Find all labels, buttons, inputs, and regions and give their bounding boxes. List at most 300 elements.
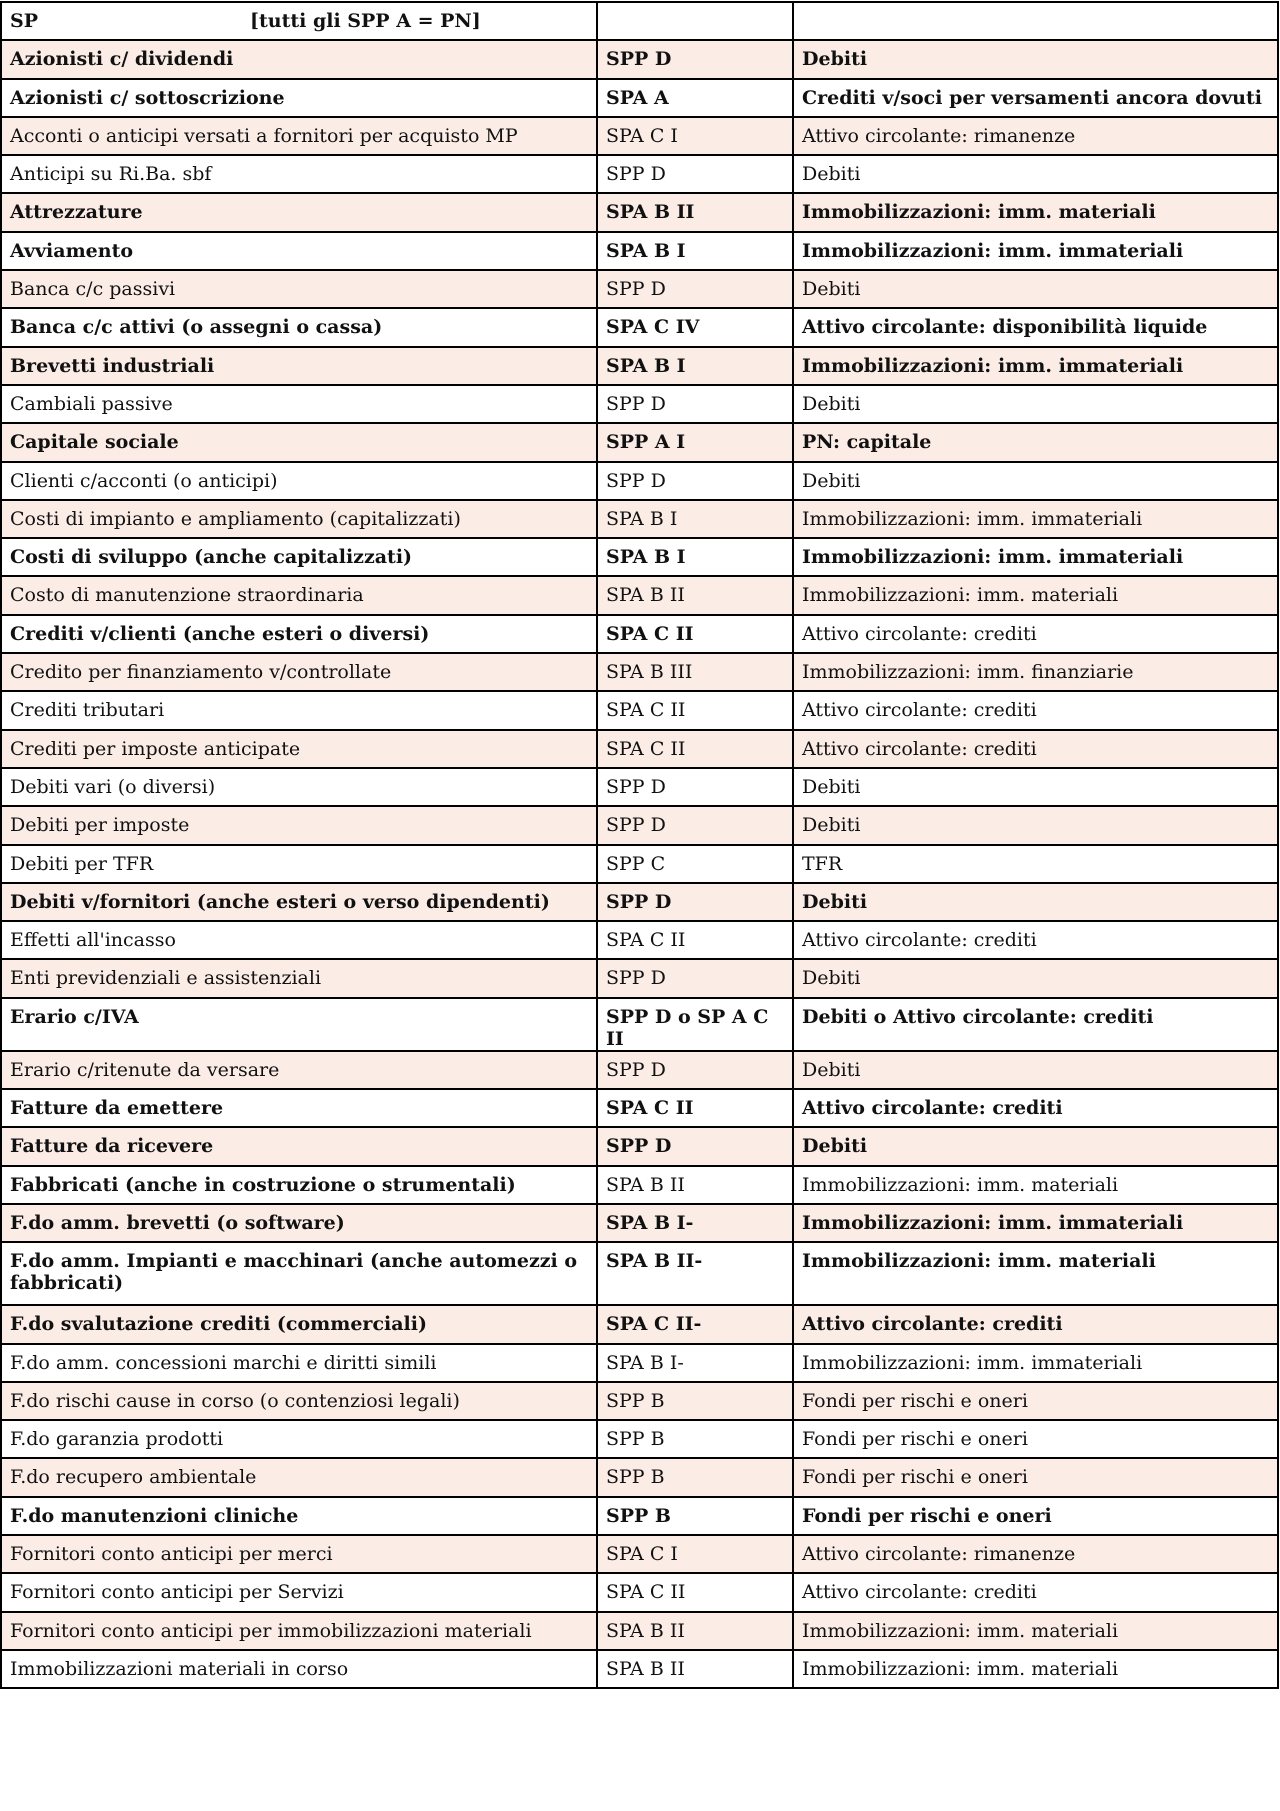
cell-classificazione — [793, 1242, 1278, 1305]
voce-text: Anticipi su Ri.Ba. sbf — [10, 163, 212, 186]
sezione-text: SPP D — [606, 967, 666, 990]
cell-sezione — [597, 40, 793, 78]
classificazione-text: Attivo circolante: crediti — [802, 699, 1037, 722]
cell-voce — [1, 691, 597, 729]
cell-classificazione — [793, 385, 1278, 423]
cell-classificazione — [793, 308, 1278, 346]
cell-sezione — [597, 1051, 793, 1089]
cell-voce — [1, 40, 597, 78]
sezione-text: SPA B II — [606, 1657, 685, 1680]
classificazione-text: Immobilizzazioni: imm. immateriali — [802, 239, 1184, 262]
table-row — [1, 1204, 1278, 1242]
cell-classificazione — [793, 1305, 1278, 1343]
cell-classificazione — [793, 270, 1278, 308]
cell-classificazione — [793, 921, 1278, 959]
table-row — [1, 155, 1278, 193]
voce-text: Erario c/ritenute da versare — [10, 1058, 280, 1081]
sezione-text: SPP B — [606, 1389, 665, 1412]
cell-classificazione — [793, 691, 1278, 729]
sezione-text: SPP D — [606, 814, 666, 837]
table-row — [1, 1420, 1278, 1458]
cell-classificazione — [793, 845, 1278, 883]
classificazione-text: Debiti — [802, 814, 861, 837]
cell-classificazione — [793, 500, 1278, 538]
cell-sezione — [597, 653, 793, 691]
cell-sezione — [597, 347, 793, 385]
classificazione-text: Attivo circolante: crediti — [802, 737, 1037, 760]
classificazione-text: TFR — [802, 852, 843, 875]
cell-sezione — [597, 1458, 793, 1496]
voce-text: Debiti per TFR — [10, 852, 154, 875]
voce-text: Costi di sviluppo (anche capitalizzati) — [10, 546, 413, 569]
cell-sezione — [597, 423, 793, 461]
sezione-text: SPP D — [606, 48, 672, 71]
sezione-text: SPA B I — [606, 354, 686, 377]
sezione-text: SPA B II — [606, 1619, 685, 1642]
cell-sezione — [597, 1089, 793, 1127]
table-row — [1, 270, 1278, 308]
cell-classificazione — [793, 730, 1278, 768]
classificazione-text: Immobilizzazioni: imm. materiali — [802, 1173, 1119, 1196]
table-row — [1, 1497, 1278, 1535]
table-row — [1, 691, 1278, 729]
voce-text: Debiti vari (o diversi) — [10, 775, 216, 798]
voce-text: Enti previdenziali e assistenziali — [10, 967, 322, 990]
table-row — [1, 1535, 1278, 1573]
voce-text: F.do amm. concessioni marchi e diritti simili — [10, 1351, 437, 1374]
table-row — [1, 232, 1278, 270]
cell-voce — [1, 462, 597, 500]
cell-sezione — [597, 806, 793, 844]
voce-text: Capitale sociale — [10, 431, 179, 454]
header-label: SP — [10, 10, 39, 32]
cell-classificazione — [793, 347, 1278, 385]
cell-voce — [1, 653, 597, 691]
voce-text: Banca c/c passivi — [10, 278, 176, 301]
voce-text: F.do rischi cause in corso (o contenziosi legali) — [10, 1389, 460, 1412]
classificazione-text: Immobilizzazioni: imm. immateriali — [802, 507, 1143, 530]
classificazione-text: Immobilizzazioni: imm. materiali — [802, 1657, 1119, 1680]
classificazione-text: Fondi per rischi e oneri — [802, 1428, 1028, 1451]
table-row — [1, 1127, 1278, 1165]
cell-voce — [1, 1573, 597, 1611]
cell-classificazione — [793, 1573, 1278, 1611]
cell-voce — [1, 1051, 597, 1089]
sezione-text: SPA C IV — [606, 316, 700, 339]
cell-classificazione — [793, 1458, 1278, 1496]
sezione-text: SPA B II- — [606, 1250, 703, 1273]
cell-classificazione — [793, 1166, 1278, 1204]
classificazione-text: Immobilizzazioni: imm. immateriali — [802, 1351, 1143, 1374]
table-row — [1, 347, 1278, 385]
table-row — [1, 79, 1278, 117]
table-row — [1, 40, 1278, 78]
cell-sezione — [597, 615, 793, 653]
table-row — [1, 959, 1278, 997]
classification-table — [0, 1, 1279, 1689]
cell-sezione — [597, 1127, 793, 1165]
cell-classificazione — [793, 1051, 1278, 1089]
sezione-text: SPA B II — [606, 584, 685, 607]
voce-text: Fornitori conto anticipi per immobilizzazioni materiali — [10, 1619, 532, 1642]
classificazione-text: Attivo circolante: rimanenze — [802, 1542, 1076, 1565]
cell-classificazione — [793, 232, 1278, 270]
cell-sezione — [597, 1420, 793, 1458]
voce-text: Fornitori conto anticipi per Servizi — [10, 1581, 344, 1604]
voce-text: Fabbricati (anche in costruzione o strumentali) — [10, 1173, 516, 1196]
cell-voce — [1, 1204, 597, 1242]
cell-voce — [1, 193, 597, 231]
cell-sezione — [597, 79, 793, 117]
cell-classificazione — [793, 155, 1278, 193]
cell-classificazione — [793, 806, 1278, 844]
table-header-row — [1, 2, 1278, 40]
sezione-text: SPA B III — [606, 661, 693, 684]
voce-text: Effetti all'incasso — [10, 929, 176, 952]
cell-classificazione — [793, 883, 1278, 921]
cell-sezione — [597, 1242, 793, 1305]
sezione-text: SPP A I — [606, 431, 686, 454]
cell-voce — [1, 423, 597, 461]
cell-voce — [1, 1305, 597, 1343]
sezione-text: SPP D — [606, 469, 666, 492]
cell-sezione — [597, 385, 793, 423]
header-note: [tutti gli SPP A = PN] — [250, 10, 481, 32]
sezione-text: SPP D — [606, 1135, 672, 1158]
sezione-text: SPP D — [606, 775, 666, 798]
cell-classificazione — [793, 959, 1278, 997]
cell-sezione — [597, 998, 793, 1051]
cell-classificazione — [793, 1650, 1278, 1688]
cell-voce — [1, 385, 597, 423]
cell-voce — [1, 615, 597, 653]
cell-voce — [1, 347, 597, 385]
sezione-text: SPA A — [606, 86, 669, 109]
cell-voce — [1, 538, 597, 576]
voce-text: F.do amm. Impianti e macchinari (anche automezzi o fabbricati) — [10, 1250, 578, 1295]
voce-text: Avviamento — [10, 239, 134, 262]
header-col2 — [606, 5, 784, 10]
sezione-text: SPA B I — [606, 546, 686, 569]
cell-voce — [1, 308, 597, 346]
cell-voce — [1, 1535, 597, 1573]
voce-text: Azionisti c/ dividendi — [10, 48, 234, 71]
classificazione-text: Fondi per rischi e oneri — [802, 1389, 1028, 1412]
voce-text: Crediti tributari — [10, 699, 165, 722]
cell-sezione — [597, 1305, 793, 1343]
cell-sezione — [597, 1650, 793, 1688]
cell-classificazione — [793, 1612, 1278, 1650]
table-row — [1, 193, 1278, 231]
voce-text: Immobilizzazioni materiali in corso — [10, 1657, 349, 1680]
sezione-text: SPA B II — [606, 201, 695, 224]
sezione-text: SPP D — [606, 392, 666, 415]
voce-text: Debiti v/fornitori (anche esteri o verso dipendenti) — [10, 890, 550, 913]
classificazione-text: Attivo circolante: crediti — [802, 929, 1037, 952]
table-row — [1, 1051, 1278, 1089]
cell-sezione — [597, 193, 793, 231]
classificazione-text: Debiti — [802, 469, 861, 492]
cell-classificazione — [793, 1344, 1278, 1382]
sezione-text: SPA C II — [606, 1097, 694, 1120]
classificazione-text: Immobilizzazioni: imm. immateriali — [802, 354, 1184, 377]
table-row — [1, 998, 1278, 1051]
sezione-text: SPP D — [606, 278, 666, 301]
sezione-text: SPA C II — [606, 622, 694, 645]
cell-classificazione — [793, 768, 1278, 806]
cell-voce — [1, 1612, 597, 1650]
sezione-text: SPA C II — [606, 1581, 686, 1604]
classificazione-text: Debiti — [802, 48, 868, 71]
sezione-text: SPP D — [606, 1058, 666, 1081]
sezione-text: SPA B I — [606, 507, 678, 530]
sezione-text: SPA B I — [606, 239, 686, 262]
sezione-text: SPA C II — [606, 929, 686, 952]
cell-sezione — [597, 462, 793, 500]
classificazione-text: Debiti — [802, 278, 861, 301]
cell-classificazione — [793, 615, 1278, 653]
cell-classificazione — [793, 423, 1278, 461]
table-row — [1, 500, 1278, 538]
classificazione-text: Fondi per rischi e oneri — [802, 1504, 1052, 1527]
table-row — [1, 538, 1278, 576]
cell-sezione — [597, 883, 793, 921]
cell-sezione — [597, 1344, 793, 1382]
header-cell-classificazione — [793, 2, 1278, 40]
cell-voce — [1, 768, 597, 806]
cell-voce — [1, 1458, 597, 1496]
classificazione-text: Attivo circolante: crediti — [802, 1313, 1063, 1336]
voce-text: Debiti per imposte — [10, 814, 190, 837]
classificazione-text: Immobilizzazioni: imm. finanziarie — [802, 661, 1134, 684]
table-body — [1, 2, 1278, 1688]
cell-sezione — [597, 1382, 793, 1420]
cell-classificazione — [793, 1204, 1278, 1242]
cell-voce — [1, 1127, 597, 1165]
cell-classificazione — [793, 40, 1278, 78]
classificazione-text: Crediti v/soci per versamenti ancora dovuti — [802, 86, 1262, 109]
header-cell-voce — [1, 2, 597, 40]
table-row — [1, 845, 1278, 883]
classificazione-text: Immobilizzazioni: imm. immateriali — [802, 1211, 1184, 1234]
classificazione-text: Attivo circolante: crediti — [802, 1581, 1037, 1604]
voce-text: Fatture da ricevere — [10, 1135, 214, 1158]
classificazione-text: PN: capitale — [802, 431, 932, 454]
cell-voce — [1, 1344, 597, 1382]
sezione-text: SPA C II — [606, 737, 686, 760]
voce-text: Azionisti c/ sottoscrizione — [10, 86, 285, 109]
cell-voce — [1, 155, 597, 193]
cell-voce — [1, 730, 597, 768]
cell-sezione — [597, 691, 793, 729]
voce-text: F.do garanzia prodotti — [10, 1428, 224, 1451]
table-row — [1, 1458, 1278, 1496]
classificazione-text: Debiti — [802, 1135, 868, 1158]
cell-voce — [1, 232, 597, 270]
cell-sezione — [597, 232, 793, 270]
voce-text: Attrezzature — [10, 201, 143, 224]
table-row — [1, 1089, 1278, 1127]
cell-voce — [1, 270, 597, 308]
cell-sezione — [597, 1535, 793, 1573]
voce-text: Costo di manutenzione straordinaria — [10, 584, 364, 607]
cell-sezione — [597, 1497, 793, 1535]
cell-sezione — [597, 921, 793, 959]
sezione-text: SPP B — [606, 1428, 665, 1451]
cell-voce — [1, 576, 597, 614]
voce-text: Erario c/IVA — [10, 1005, 139, 1028]
cell-sezione — [597, 270, 793, 308]
table-row — [1, 1612, 1278, 1650]
classificazione-text: Immobilizzazioni: imm. immateriali — [802, 546, 1184, 569]
header-cell-sezione — [597, 2, 793, 40]
voce-text: Acconti o anticipi versati a fornitori per acquisto MP — [10, 124, 518, 147]
cell-voce — [1, 1650, 597, 1688]
classificazione-text: Attivo circolante: rimanenze — [802, 124, 1076, 147]
table-row — [1, 883, 1278, 921]
table-row — [1, 1382, 1278, 1420]
classificazione-text: Debiti — [802, 1058, 861, 1081]
sezione-text: SPP B — [606, 1466, 665, 1489]
cell-voce — [1, 1242, 597, 1305]
cell-sezione — [597, 1612, 793, 1650]
sezione-text: SPA C II — [606, 699, 686, 722]
cell-sezione — [597, 1204, 793, 1242]
voce-text: Fatture da emettere — [10, 1097, 224, 1120]
classificazione-text: Debiti o Attivo circolante: crediti — [802, 1005, 1154, 1028]
cell-voce — [1, 1166, 597, 1204]
cell-voce — [1, 1497, 597, 1535]
cell-classificazione — [793, 1382, 1278, 1420]
sezione-text: SPP D — [606, 163, 666, 186]
cell-classificazione — [793, 1127, 1278, 1165]
cell-voce — [1, 1382, 597, 1420]
classificazione-text: Attivo circolante: disponibilità liquide — [802, 316, 1208, 339]
table-row — [1, 806, 1278, 844]
cell-sezione — [597, 308, 793, 346]
cell-sezione — [597, 1573, 793, 1611]
cell-classificazione — [793, 1497, 1278, 1535]
classificazione-text: Attivo circolante: crediti — [802, 622, 1037, 645]
cell-voce — [1, 998, 597, 1051]
classificazione-text: Immobilizzazioni: imm. materiali — [802, 584, 1119, 607]
cell-classificazione — [793, 1089, 1278, 1127]
voce-text: F.do svalutazione crediti (commerciali) — [10, 1313, 427, 1336]
voce-text: F.do recupero ambientale — [10, 1466, 257, 1489]
cell-sezione — [597, 576, 793, 614]
cell-sezione — [597, 730, 793, 768]
table-row — [1, 653, 1278, 691]
cell-voce — [1, 79, 597, 117]
sezione-text: SPP B — [606, 1504, 671, 1527]
cell-voce — [1, 845, 597, 883]
cell-sezione — [597, 768, 793, 806]
table-row — [1, 117, 1278, 155]
sezione-text: SPP D — [606, 890, 672, 913]
cell-sezione — [597, 500, 793, 538]
cell-sezione — [597, 959, 793, 997]
table-row — [1, 385, 1278, 423]
cell-voce — [1, 500, 597, 538]
classificazione-text: Immobilizzazioni: imm. materiali — [802, 201, 1156, 224]
table-row — [1, 1573, 1278, 1611]
cell-voce — [1, 806, 597, 844]
cell-classificazione — [793, 576, 1278, 614]
classificazione-text: Debiti — [802, 775, 861, 798]
voce-text: Crediti v/clienti (anche esteri o diversi) — [10, 622, 430, 645]
classificazione-text: Debiti — [802, 392, 861, 415]
cell-sezione — [597, 538, 793, 576]
cell-classificazione — [793, 117, 1278, 155]
classificazione-text: Immobilizzazioni: imm. materiali — [802, 1619, 1119, 1642]
table-row — [1, 1305, 1278, 1343]
table-row — [1, 921, 1278, 959]
voce-text: F.do amm. brevetti (o software) — [10, 1211, 345, 1234]
cell-classificazione — [793, 1535, 1278, 1573]
voce-text: Crediti per imposte anticipate — [10, 737, 301, 760]
voce-text: F.do manutenzioni cliniche — [10, 1504, 299, 1527]
header-col3 — [802, 5, 1269, 10]
sezione-text: SPA C I — [606, 124, 678, 147]
cell-voce — [1, 1089, 597, 1127]
voce-text: Cambiali passive — [10, 392, 173, 415]
classificazione-text: Debiti — [802, 890, 868, 913]
voce-text: Brevetti industriali — [10, 354, 215, 377]
cell-voce — [1, 959, 597, 997]
classificazione-text: Attivo circolante: crediti — [802, 1097, 1063, 1120]
cell-sezione — [597, 1166, 793, 1204]
classificazione-text: Debiti — [802, 967, 861, 990]
voce-text: Costi di impianto e ampliamento (capitalizzati) — [10, 507, 461, 530]
table-row — [1, 730, 1278, 768]
sezione-text: SPA B I- — [606, 1351, 684, 1374]
table-row — [1, 1344, 1278, 1382]
voce-text: Clienti c/acconti (o anticipi) — [10, 469, 278, 492]
table-row — [1, 1166, 1278, 1204]
cell-classificazione — [793, 193, 1278, 231]
cell-sezione — [597, 155, 793, 193]
sezione-text: SPP D o SP A C II — [606, 1005, 769, 1050]
table-row — [1, 1242, 1278, 1305]
cell-classificazione — [793, 79, 1278, 117]
cell-sezione — [597, 845, 793, 883]
cell-classificazione — [793, 462, 1278, 500]
sezione-text: SPA B II — [606, 1173, 685, 1196]
cell-voce — [1, 921, 597, 959]
cell-voce — [1, 117, 597, 155]
table-row — [1, 462, 1278, 500]
table-row — [1, 576, 1278, 614]
sezione-text: SPP C — [606, 852, 666, 875]
table-row — [1, 423, 1278, 461]
cell-classificazione — [793, 998, 1278, 1051]
table-row — [1, 308, 1278, 346]
cell-classificazione — [793, 538, 1278, 576]
cell-classificazione — [793, 653, 1278, 691]
cell-voce — [1, 1420, 597, 1458]
voce-text: Credito per finanziamento v/controllate — [10, 661, 392, 684]
sezione-text: SPA B I- — [606, 1211, 694, 1234]
table-row — [1, 615, 1278, 653]
classificazione-text: Immobilizzazioni: imm. materiali — [802, 1250, 1156, 1273]
sezione-text: SPA C I — [606, 1542, 678, 1565]
voce-text: Banca c/c attivi (o assegni o cassa) — [10, 316, 383, 339]
cell-voce — [1, 883, 597, 921]
cell-classificazione — [793, 1420, 1278, 1458]
cell-sezione — [597, 117, 793, 155]
classificazione-text: Fondi per rischi e oneri — [802, 1466, 1028, 1489]
classificazione-text: Debiti — [802, 163, 861, 186]
